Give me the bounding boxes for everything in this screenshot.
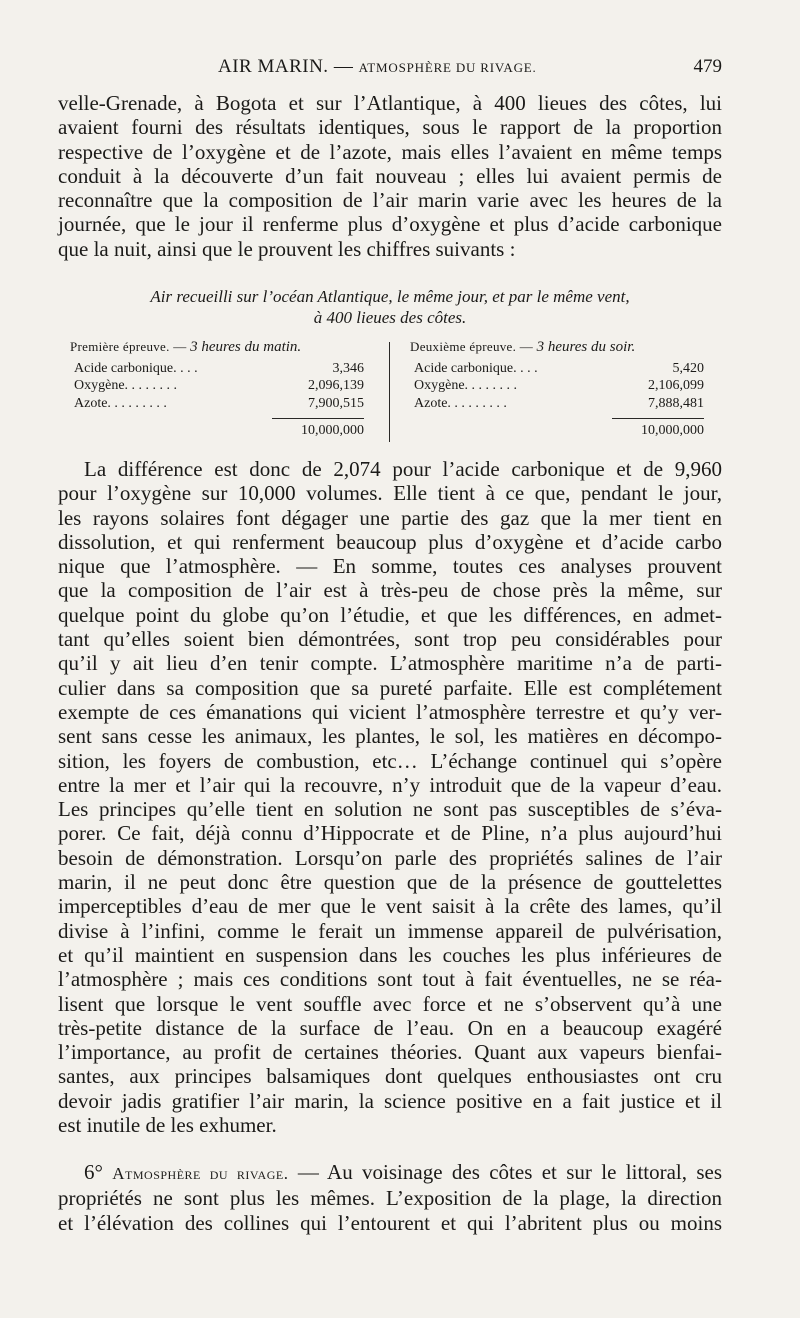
caption-line: Air recueilli sur l’océan Atlantique, le même jour, et par le même vent, [150,287,630,306]
column-heading [410,338,728,357]
table-column-morning [70,338,388,438]
table-row [410,360,728,378]
text-line: les rayons solaires font dégager une partie des gaz que la mer tient en [58,505,722,530]
text-line: porer. Ce fait, déjà connu d’Hippocrate et de Pline, n’a plus aujourd’hui [58,821,722,846]
table-row [70,360,388,378]
text-line: quelque point du globe qu’on l’étudie, et que les différences, en admet- [58,602,722,627]
text-line: que la composition de l’air est à très-peu de chose près la même, sur [58,578,722,603]
text-line: avaient fourni des résultats identiques, sous le rapport de la proportion [58,115,722,140]
row-label: Acide carbonique. . . . [74,360,198,376]
text-line: que la nuit, ainsi que le prouvent les chiffres suivants : [58,236,516,261]
text-line: besoin de démonstration. Lorsqu’on parle des propriétés salines de l’air [58,845,722,870]
paragraph-intro [58,91,722,261]
section-dash: — [297,1160,319,1184]
air-analysis-table [58,338,722,446]
section-title: Atmosphère du rivage. [112,1164,289,1183]
table-row [410,395,728,413]
text-line: est inutile de les exhumer. [58,1113,277,1138]
row-label: Acide carbonique. . . . [414,360,538,376]
row-value: 7,888,481 [648,395,704,411]
text-line: velle-Grenade, à Bogota et sur l’Atlantique, à 400 lieues des côtes, lui [58,91,722,115]
text-line: nique que l’atmosphère. — En somme, toutes ces analyses prouvent [58,554,722,579]
text-line: marin, il ne peut donc être question que de la présence de gouttelettes [58,870,722,895]
text-line: journée, que le jour il renferme plus d’oxygène et plus d’acide carbonique [58,212,722,237]
text-line [58,1160,722,1186]
row-value: 3,346 [332,360,364,376]
text-line: exempte de ces émanations qui vicient l’atmosphère terrestre et qu’y ver- [58,699,722,724]
running-header [58,56,722,82]
column-total: 10,000,000 [641,423,704,438]
page-number: 479 [693,56,722,77]
row-value: 2,106,099 [648,378,704,393]
text-line: culier dans sa composition que sa pureté parfaite. Elle est complétement [58,675,722,700]
text-line: imperceptibles d’eau de mer que le vent saisit à la crête des lames, qu’il [58,894,722,919]
text-line: lisent que lorsque le vent souffle avec force et ne s’observent qu’à une [58,991,722,1016]
text-line: propriétés ne sont plus les mêmes. L’exposition de la plage, la direction [58,1186,722,1211]
section-number: 6° [84,1160,103,1184]
text-line: sition, les foyers de combustion, etc… L’échange continuel qui s’opère [58,748,722,773]
column-heading-label: Deuxième épreuve. — [410,339,534,354]
text-line: tant qu’elles soient bien démontrées, sont trop peu considérables pour [58,627,722,652]
text-line: reconnaître que la composition de l’air marin varie avec les heures de la [58,188,722,213]
column-divider [389,342,390,442]
text-line: Les principes qu’elle tient en solution ne sont pas susceptibles de s’éva- [58,797,722,822]
text-line: l’importance, au profit de certaines théories. Quant aux vapeurs bienfai- [58,1040,722,1065]
text-line: dissolution, et qui renferment beaucoup plus d’oxygène et d’acide carbo [58,529,722,554]
text-line: devoir jadis gratifier l’air marin, la science positive en a fait justice et il [58,1088,722,1113]
column-heading-time: 3 heures du matin. [190,339,302,355]
caption-line: à 400 lieues des côtes. [313,308,467,327]
column-total: 10,000,000 [301,423,364,438]
text-line: santes, aux principes balsamiques dont quelques enthousiastes ont cru [58,1064,722,1089]
running-title-section: ATMOSPHÈRE DU RIVAGE. [358,60,537,75]
row-label: Azote. . . . . . . . . [414,395,507,411]
row-label: Oxygène. . . . . . . . [414,378,518,393]
paragraph-section-6 [58,1160,722,1235]
row-value: 5,420 [672,360,704,376]
row-value: 7,900,515 [308,395,364,411]
text-line: conduit à la découverte d’un fait nouveau ; elles lui avaient permis de [58,163,722,188]
text-line: très-petite distance de la surface de l’eau. On en a beaucoup exagéré [58,1015,722,1040]
column-heading-time: 3 heures du soir. [536,339,636,355]
row-label: Azote. . . . . . . . . [74,395,167,411]
text-line: et l’élévation des collines qui l’entourent et qui l’abritent plus ou moins [58,1210,722,1235]
sum-rule [612,418,704,419]
table-column-evening [410,338,728,438]
sum-rule [272,418,364,419]
text-line: sent sans cesse les animaux, les plantes, le sol, les matières en décompo- [58,724,722,749]
text-line: entre la mer et l’air qui la recouvre, n’y introduit que de la vapeur d’eau. [58,772,722,797]
running-title-main: AIR MARIN. [218,56,329,77]
paragraph-analysis [58,457,722,1137]
section-first-line: Au voisinage des côtes et sur le littoral, ses [327,1160,723,1184]
running-title-dash: — [333,56,354,77]
text-line: respective de l’oxygène et de l’azote, mais elles l’avaient en même temps [58,139,722,164]
table-row [410,377,728,395]
running-title [218,56,537,78]
text-line: l’atmosphère ; mais ces conditions sont tout à fait éventuelles, ne se réa- [58,967,722,992]
table-row [70,395,388,413]
table-caption [58,286,722,328]
row-label: Oxygène. . . . . . . . [74,378,178,393]
column-heading-label: Première épreuve. — [70,339,187,354]
text-line: et qu’il maintient en suspension dans les couches les plus inférieures de [58,942,722,967]
row-value: 2,096,139 [308,378,364,393]
table-row [70,377,388,395]
column-heading [70,338,388,357]
text-line: pour l’oxygène sur 10,000 volumes. Elle tient à ce que, pendant le jour, [58,481,722,506]
text-line: qu’il y ait lieu d’en tenir compte. L’atmosphère maritime n’a de parti- [58,651,722,676]
text-line: divise à l’infini, comme le ferait un immense appareil de pulvérisation, [58,918,722,943]
text-line: La différence est donc de 2,074 pour l’acide carbonique et de 9,960 [84,457,722,481]
